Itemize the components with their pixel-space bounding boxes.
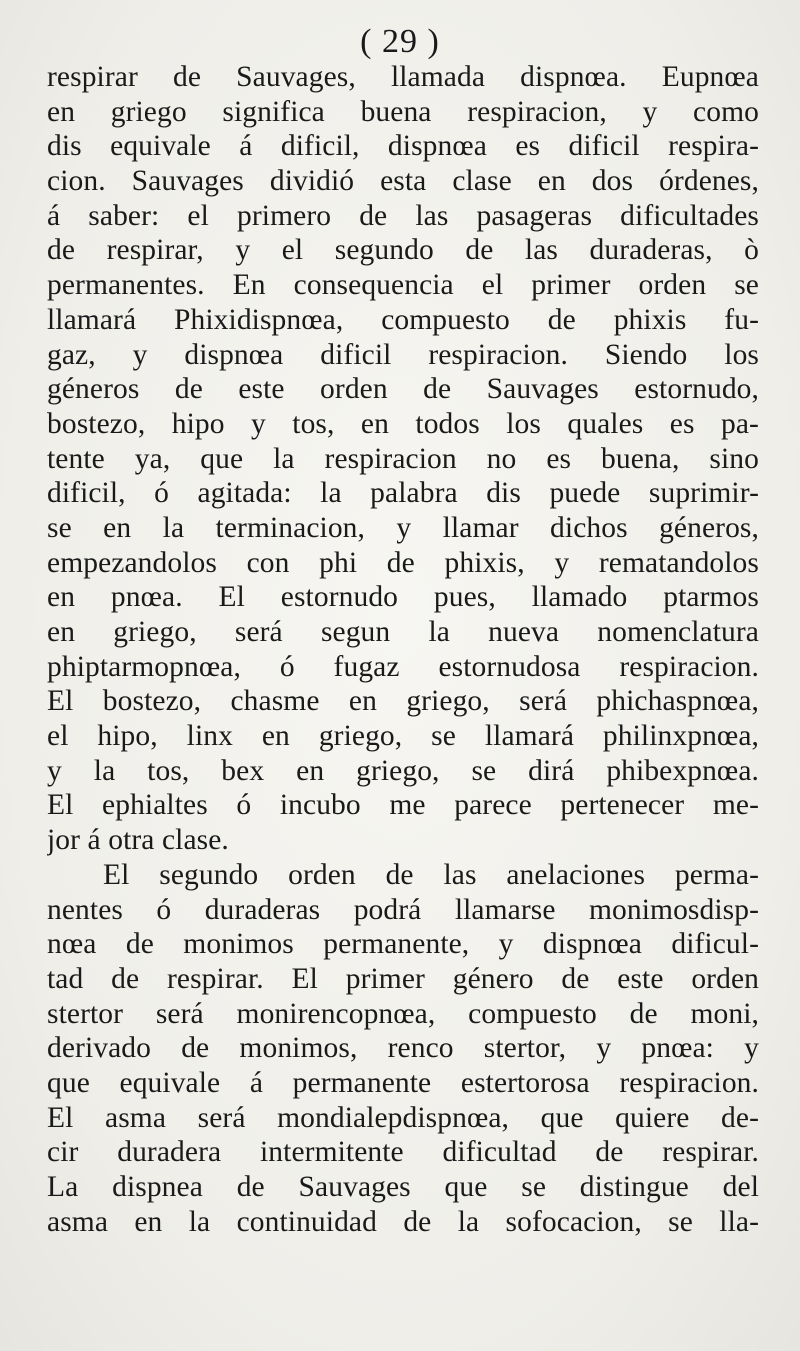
text-line: gaz, y dispnœa dificil respiracion. Siendo los [47, 338, 759, 371]
text-line: El bostezo, chasme en griego, será phichaspnœa, [47, 685, 759, 718]
text-line: nœa de monimos permanente, y dispnœa dificul- [47, 928, 759, 961]
text-line: bostezo, hipo y tos, en todos los quales es pa- [47, 407, 759, 440]
text-line: El segundo orden de las anelaciones perma- [103, 858, 759, 891]
text-line: que equivale á permanente estertorosa respiracion. [47, 1066, 759, 1099]
text-line: El asma será mondialepdispnœa, que quiere de- [47, 1101, 759, 1134]
page-number: ( 29 ) [360, 23, 440, 60]
text-line: El ephialtes ó incubo me parece pertenecer me- [47, 789, 759, 822]
body-text [47, 60, 759, 1239]
text-line: cir duradera intermitente dificultad de respirar. [47, 1136, 759, 1169]
text-line: se en la terminacion, y llamar dichos géneros, [47, 511, 759, 544]
text-line: respirar de Sauvages, llamada dispnœa. Eupnœa [47, 61, 759, 93]
text-line: stertor será monirencopnœa, compuesto de moni, [47, 997, 759, 1030]
text-line: el hipo, linx en griego, se llamará philinxpnœa, [47, 720, 759, 753]
text-line: de respirar, y el segundo de las duraderas, ò [47, 234, 759, 267]
text-line: y la tos, bex en griego, se dirá phibexpnœa. [47, 754, 759, 787]
text-line: empezandolos con phi de phixis, y rematandolos [47, 546, 759, 579]
text-line: tente ya, que la respiracion no es buena, sino [47, 442, 759, 475]
text-line: asma en la continuidad de la sofocacion, se lla- [47, 1205, 759, 1238]
text-line: La dispnea de Sauvages que se distingue del [47, 1171, 759, 1203]
text-line: llamará Phixidispnœa, compuesto de phixis fu- [47, 303, 759, 336]
text-line: dis equivale á dificil, dispnœa es dificil respira- [47, 130, 759, 163]
text-line: dificil, ó agitada: la palabra dis puede suprimir- [47, 477, 759, 510]
text-line: á saber: el primero de las pasageras dificultades [47, 199, 759, 232]
text-line: derivado de monimos, renco stertor, y pnœa: y [47, 1032, 759, 1065]
text-line: en griego, será segun la nueva nomenclatura [47, 616, 759, 648]
text-line: cion. Sauvages dividió esta clase en dos órdenes, [47, 165, 759, 198]
text-line: tad de respirar. El primer género de este orden [47, 962, 759, 995]
text-line: phiptarmopnœa, ó fugaz estornudosa respiracion. [47, 650, 759, 683]
text-line: en griego significa buena respiracion, y como [47, 95, 759, 128]
text-line: jor á otra clase. [47, 824, 229, 857]
text-line: géneros de este orden de Sauvages estornudo, [47, 373, 759, 406]
text-line: en pnœa. El estornudo pues, llamado ptarmos [47, 581, 759, 614]
text-line: permanentes. En consequencia el primer orden se [47, 269, 759, 302]
text-line: nentes ó duraderas podrá llamarse monimosdisp- [47, 893, 759, 926]
